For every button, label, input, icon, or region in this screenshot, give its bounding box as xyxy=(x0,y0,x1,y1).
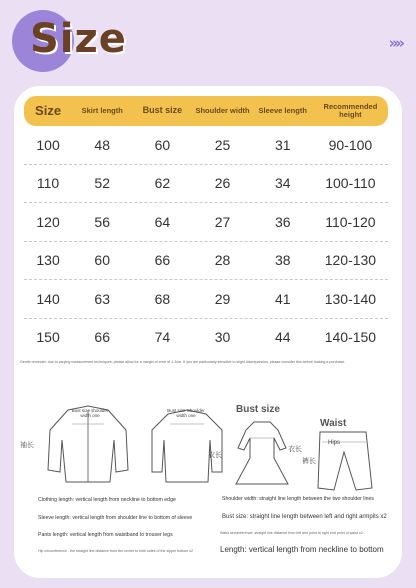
table-cell: 30 xyxy=(214,329,231,346)
header-size: Size xyxy=(35,102,62,118)
table-cell: 64 xyxy=(154,213,171,230)
table-cell: 38 xyxy=(274,252,291,269)
table-cell: 44 xyxy=(274,329,291,346)
table-cell: 41 xyxy=(274,290,291,307)
fig1-side-label: 袖长 xyxy=(20,442,34,449)
table-cell: 48 xyxy=(94,136,110,153)
table-cell: 28 xyxy=(214,252,231,269)
table-cell: 140 xyxy=(36,290,60,307)
table-row xyxy=(24,242,388,281)
table-cell: 52 xyxy=(94,175,110,192)
fig4-side-label: 裤长 xyxy=(302,458,316,465)
desc-bust-size: Bust size: straight line length between left and right armpits x2 xyxy=(222,514,387,520)
table-cell: 31 xyxy=(274,136,291,153)
desc-waist: Waist circumference: straight line distance from left and point to right end point of waist x2 xyxy=(220,531,363,535)
table-row xyxy=(24,280,388,319)
table-row xyxy=(24,203,388,242)
header-shoulder-width: Shoulder width xyxy=(195,105,250,115)
desc-hip: Hip circumference - the straight line distance from the center to both sides of the zipper bottom x2 xyxy=(38,549,194,553)
table-cell: 62 xyxy=(154,175,171,192)
desc-shoulder-width: Shoulder width: straight line length between the two shoulder lines xyxy=(222,496,374,502)
desc-pants-length: Pants length: vertical length from waistband to trouser legs xyxy=(38,532,173,538)
header-skirt-length: Skirt length xyxy=(81,105,123,115)
table-cell: 110-120 xyxy=(325,213,376,230)
header-recommended-height: Recommended height xyxy=(323,101,378,119)
table-cell: 29 xyxy=(214,290,231,307)
table-row xyxy=(24,319,388,357)
fig4-title: Waist xyxy=(320,418,347,429)
table-cell: 100-110 xyxy=(325,175,376,192)
table-cell: 120-130 xyxy=(324,252,377,269)
desc-sleeve-length: Sleeve length: vertical length from shoulder line to bottom of sleeve xyxy=(38,515,193,521)
table-cell: 66 xyxy=(94,329,110,346)
table-cell: 120 xyxy=(36,213,60,230)
header-bust-size: Bust size xyxy=(142,105,183,116)
table-cell: 26 xyxy=(214,175,231,192)
table-cell: 130 xyxy=(36,252,60,269)
table-row xyxy=(24,126,388,165)
fig3-side-label: 衣长 xyxy=(288,446,302,453)
table-cell: 60 xyxy=(94,252,110,269)
pants-figure xyxy=(310,428,380,494)
fig3-title: Bust size xyxy=(236,404,280,415)
desc-clothing-length: Clothing length: vertical length from neckline to bottom edge xyxy=(38,497,176,503)
page-title: Size xyxy=(30,16,127,62)
table-cell: 34 xyxy=(274,175,291,192)
table-cell: 36 xyxy=(274,213,291,230)
table-cell: 90-100 xyxy=(328,136,373,153)
fig2-label: Bust size Shoulder width one xyxy=(167,408,205,418)
table-cell: 60 xyxy=(154,136,171,153)
table-cell: 27 xyxy=(214,213,231,230)
table-cell: 130-140 xyxy=(324,290,377,307)
table-cell: 100 xyxy=(36,136,60,153)
desc-length: Length: vertical length from neckline to bottom xyxy=(220,545,384,554)
table-header xyxy=(24,96,388,126)
table-cell: 150 xyxy=(36,329,60,346)
table-cell: 74 xyxy=(154,329,171,346)
table-row xyxy=(24,165,388,204)
table-cell: 66 xyxy=(154,252,171,269)
chevrons-icon: »» xyxy=(388,34,402,52)
dress-figure xyxy=(232,418,292,490)
table-cell: 25 xyxy=(214,136,231,153)
table-cell: 63 xyxy=(94,290,110,307)
fig4-hips-label: Hips xyxy=(328,440,341,446)
table-cell: 110 xyxy=(36,175,60,192)
fig2-side-label: 衣长 xyxy=(208,452,222,459)
fig1-label: Bust size shoulder width one xyxy=(71,408,109,418)
size-table xyxy=(24,96,388,356)
header-sleeve-length: Sleeve length xyxy=(258,105,307,115)
measurement-note: Gentle reminder: due to varying measurement techniques, please allow for a margin of error of 1-3cm. If you are particularly sensitive to slight discrepancies, please consider this before making a purchase. xyxy=(20,360,346,364)
table-cell: 140-150 xyxy=(324,329,377,346)
table-cell: 56 xyxy=(94,213,110,230)
table-cell: 68 xyxy=(154,290,171,307)
